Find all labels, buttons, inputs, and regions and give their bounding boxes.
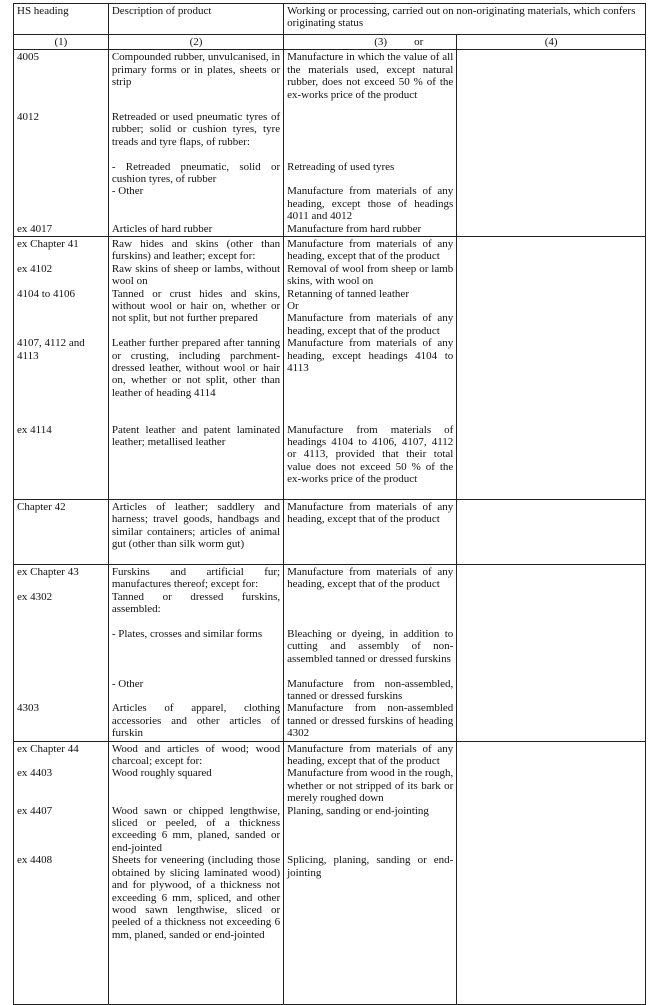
table-row <box>14 565 646 742</box>
working-rule-text: Manufacture from hard rubber <box>287 222 422 235</box>
working-rule-text: Retreading of used tyres <box>287 160 395 173</box>
hs-heading-text <box>17 678 105 703</box>
table-row <box>14 50 646 237</box>
hs-heading-cell <box>14 237 109 500</box>
working-rule <box>287 51 453 111</box>
working-rule-text: Splicing, planing, sanding or end-jointing <box>287 854 454 879</box>
working-rule-text: Manufacture from non-assembled tanned or dressed furskins of heading 4302 <box>287 702 454 740</box>
product-description-text: - Plates, crosses and similar forms <box>111 628 263 641</box>
description-cell <box>108 565 283 742</box>
hs-heading-cell <box>14 565 109 742</box>
product-description-text: Wood roughly squared <box>111 767 212 780</box>
working-rule-text: Retanning of tanned leather <box>287 287 409 300</box>
working-rule <box>287 161 453 186</box>
hs-heading-text: ex Chapter 43 <box>17 566 79 579</box>
working-rule <box>287 424 453 498</box>
header-description: Description of product <box>108 4 283 35</box>
hs-heading-text: ex Chapter 44 <box>17 742 79 755</box>
working-rule <box>287 805 453 855</box>
working-cell <box>284 741 457 1004</box>
product-description-text: Retreaded or used pneumatic tyres of rubber; solid or cushion tyres, tyre treads and tyre flaps, of rubber: <box>111 111 281 148</box>
product-description-text: Raw hides and skins (other than furskins) and leather; except for: <box>111 238 281 263</box>
hs-heading-text: Chapter 42 <box>17 501 66 514</box>
product-description-text: Articles of hard rubber <box>111 222 213 235</box>
header-row <box>14 4 646 35</box>
hs-heading-text <box>17 161 105 186</box>
working-rule-text: Manufacture from materials of headings 4104 to 4106, 4107, 4112 or 4113, provided that their total value does not exceed 50 % of the ex-works price of the product <box>287 423 454 486</box>
product-description-text: Wood and articles of wood; wood charcoal; except for: <box>111 742 281 768</box>
working-rule <box>287 702 453 739</box>
working-rule <box>287 223 453 235</box>
working-rule-or: Or <box>287 300 299 313</box>
column-number-2: (2) <box>108 35 283 50</box>
working-rule <box>287 111 453 161</box>
hs-heading-text: ex 4407 <box>17 804 53 817</box>
working-rule-text: Manufacture from materials of any heading, except headings 4104 to 4113 <box>287 337 454 375</box>
product-description-text: Sheets for veneering (including those obtained by slicing laminated wood) and for plywood, of a thickness not exceeding 6 mm, spliced, and other wood sawn lengthwise, sliced or peeled of a thickness not exceeding 6 mm, planed, sanded or end-jointed <box>111 854 281 941</box>
product-description-text: Patent leather and patent laminated leather; metallised leather <box>111 423 281 449</box>
description-cell <box>108 500 283 565</box>
working-rule-alternative-text: Manufacture from materials of any heading, except that of the product <box>287 312 454 337</box>
alternative-working-cell <box>457 741 646 1004</box>
working-rule <box>287 288 453 338</box>
description-cell <box>108 237 283 500</box>
description-cell <box>108 741 283 1004</box>
working-rule-text: Planing, sanding or end-jointing <box>287 804 429 817</box>
hs-heading-cell <box>14 500 109 565</box>
working-rule <box>287 678 453 703</box>
alternative-working-cell <box>457 565 646 742</box>
working-rule-text: Manufacture from materials of any heading, except those of headings 4011 and 4012 <box>287 185 454 223</box>
hs-heading-text <box>17 185 105 222</box>
column-number-row <box>14 35 646 50</box>
hs-heading-text: 4104 to 4106 <box>17 287 76 300</box>
alternative-working-cell <box>457 50 646 237</box>
working-rule <box>287 743 453 768</box>
product-description-text: Compounded rubber, unvulcanised, in primary forms or in plates, sheets or strip <box>111 51 281 89</box>
hs-heading-text: ex 4017 <box>17 222 53 235</box>
working-rule <box>287 185 453 222</box>
working-rule <box>287 337 453 423</box>
description-cell <box>108 50 283 237</box>
working-rule-text: Manufacture from materials of any heading, except that of the product <box>287 742 454 768</box>
working-rule-text: Manufacture in which the value of all the materials used, except natural rubber, does not exceed 50 % of the ex-works price of the product <box>287 51 454 101</box>
hs-heading-text: 4303 <box>17 702 39 715</box>
alternative-working-cell <box>457 500 646 565</box>
column-number-1: (1) <box>14 35 109 50</box>
hs-heading-text: ex 4102 <box>17 262 53 275</box>
alternative-working-cell <box>457 237 646 500</box>
working-cell <box>284 565 457 742</box>
hs-heading-cell <box>14 741 109 1004</box>
column-or-label: or <box>414 36 424 48</box>
product-description-text: Articles of leather; saddlery and harness; travel goods, handbags and similar containers; articles of animal gut (other than silk worm gut) <box>111 501 281 551</box>
working-rule <box>287 263 453 288</box>
origin-rules-table <box>13 3 646 1005</box>
working-rule <box>287 854 453 1003</box>
header-working-processing: Working or processing, carried out on non-originating materials, which confers originating status <box>284 4 646 35</box>
hs-heading-text: ex 4408 <box>17 854 53 867</box>
column-number-4: (4) <box>457 35 646 50</box>
hs-heading-text: 4012 <box>17 111 39 123</box>
working-cell <box>284 237 457 500</box>
hs-heading-text: 4005 <box>17 51 39 64</box>
working-rule-text: Manufacture from non-assembled, tanned or dressed furskins <box>287 677 454 703</box>
product-description-text: Wood sawn or chipped lengthwise, sliced or peeled, of a thickness exceeding 6 mm, planed, sanded or end-jointed <box>111 804 281 854</box>
product-description-text: Leather further prepared after tanning or crusting, including parchment-dressed leather, without wool or hair on, whether or not split, other than leather of heading 4114 <box>111 337 281 399</box>
working-rule-text: Removal of wool from sheep or lamb skins, with wool on <box>287 262 454 288</box>
rules-page <box>13 3 646 1005</box>
hs-heading-text: ex 4114 <box>17 423 52 436</box>
hs-heading-text <box>17 628 105 678</box>
working-rule <box>287 566 453 591</box>
header-hs-heading: HS heading <box>14 4 109 35</box>
working-rule-text: Manufacture from materials of any heading, except that of the product <box>287 566 454 591</box>
rules-body <box>14 50 646 1005</box>
column-number-3 <box>284 35 457 50</box>
hs-heading-text: ex 4302 <box>17 590 53 603</box>
working-rule <box>287 501 453 563</box>
hs-heading-text: ex Chapter 41 <box>17 238 79 251</box>
product-description-text: Furskins and artificial fur; manufactures thereof; except for: <box>111 566 281 591</box>
working-rule-text: Bleaching or dyeing, in addition to cutting and assembly of non-assembled tanned or dressed furskins <box>287 628 454 665</box>
product-description-text: Raw skins of sheep or lambs, without wool on <box>111 262 281 288</box>
hs-heading-text: ex 4403 <box>17 767 53 780</box>
product-description-text: - Retreaded pneumatic, solid or cushion tyres, of rubber <box>111 160 281 185</box>
table-row <box>14 741 646 1004</box>
product-description-text: Tanned or crust hides and skins, without wool or hair on, whether or not split, but not further prepared <box>111 287 281 325</box>
product-description-text: Articles of apparel, clothing accessories and other articles of furskin <box>111 702 281 740</box>
working-rule <box>287 628 453 678</box>
working-cell <box>284 500 457 565</box>
table-row <box>14 500 646 565</box>
hs-heading-cell <box>14 50 109 237</box>
working-rule <box>287 238 453 263</box>
hs-heading-text: 4107, 4112 and 4113 <box>17 337 85 362</box>
working-rule-text: Manufacture from wood in the rough, whether or not stripped of its bark or merely roughed down <box>287 767 454 805</box>
product-description-text: Tanned or dressed furskins, assembled: <box>111 590 281 616</box>
working-rule <box>287 767 453 804</box>
working-rule-text: Manufacture from materials of any heading, except that of the product <box>287 501 454 526</box>
working-cell <box>284 50 457 237</box>
working-rule-text: Manufacture from materials of any heading, except that of the product <box>287 238 454 263</box>
product-description-text: - Other <box>111 185 144 198</box>
working-rule <box>287 591 453 628</box>
product-description-text: - Other <box>111 677 144 690</box>
table-row <box>14 237 646 500</box>
column-number-3-label: (3) <box>374 36 388 48</box>
